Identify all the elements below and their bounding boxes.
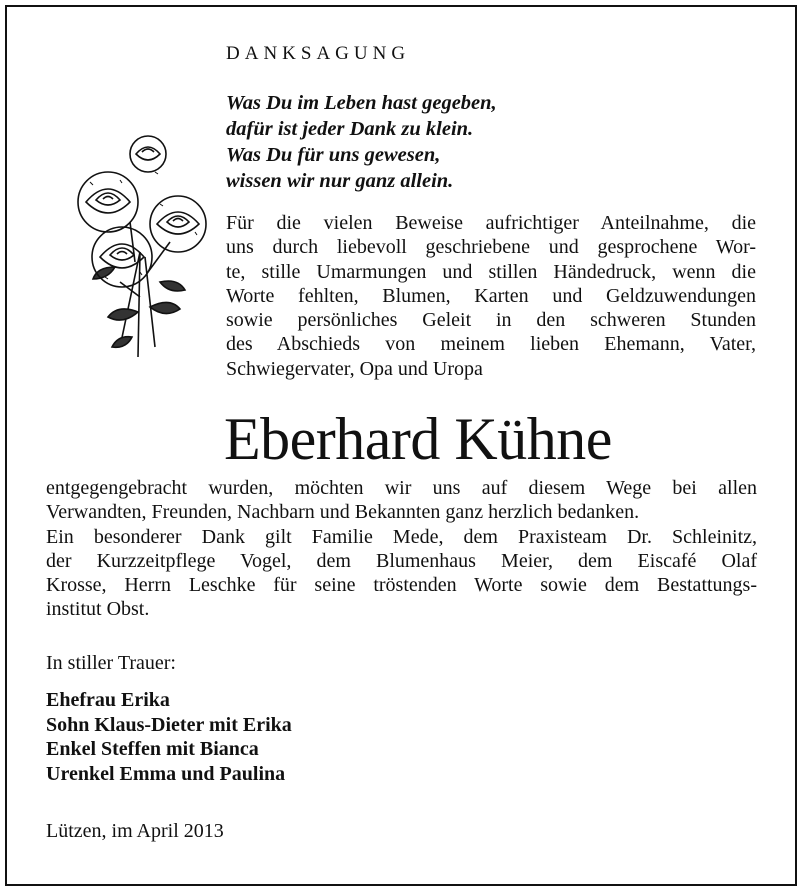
- family-member: Urenkel Emma und Paulina: [46, 762, 286, 785]
- family-member: Ehefrau Erika: [46, 689, 170, 711]
- poem: [226, 90, 497, 194]
- intro-line: Für die vielen Beweise aufrichtiger Anteilnahme, die: [226, 212, 756, 234]
- intro-paragraph: [226, 211, 756, 381]
- place-date: Lützen, im April 2013: [46, 820, 224, 842]
- intro-line: des Abschieds von meinem lieben Ehemann, Vater,: [226, 333, 756, 356]
- body-line: Krosse, Herrn Leschke für seine tröstenden Worte sowie dem Bestattungs-: [46, 574, 757, 597]
- poem-line: Was Du für uns gewesen,: [226, 144, 441, 166]
- body-line: Verwandten, Freunden, Nachbarn und Bekannten ganz herzlich bedanken.: [46, 501, 640, 524]
- family-list: [46, 688, 292, 786]
- body-line: institut Obst.: [46, 598, 150, 621]
- body-line: entgegengebracht wurden, möchten wir uns auf diesem Wege bei allen: [46, 477, 757, 499]
- body-line: Ein besonderer Dank gilt Familie Mede, dem Praxisteam Dr. Schleinitz,: [46, 525, 757, 548]
- poem-line: wissen wir nur ganz allein.: [226, 170, 454, 192]
- body-line: der Kurzzeitpflege Vogel, dem Blumenhaus Meier, dem Eiscafé Olaf: [46, 549, 757, 572]
- deceased-name: Eberhard Kühne: [224, 406, 612, 472]
- intro-line: sowie persönliches Geleit in den schweren Stunden: [226, 309, 756, 332]
- intro-line: te, stille Umarmungen und stillen Händedruck, wenn die: [226, 260, 756, 283]
- notice-heading: DANKSAGUNG: [226, 43, 411, 64]
- body-paragraph: [46, 476, 757, 622]
- poem-line: Was Du im Leben hast gegeben,: [226, 92, 497, 114]
- intro-line: uns durch liebevoll geschriebene und gesprochene Wor-: [226, 236, 756, 259]
- poem-line: dafür ist jeder Dank zu klein.: [226, 118, 474, 140]
- family-member: Sohn Klaus-Dieter mit Erika: [46, 713, 292, 736]
- family-member: Enkel Steffen mit Bianca: [46, 738, 259, 760]
- intro-line: Schwiegervater, Opa und Uropa: [226, 357, 483, 380]
- intro-line: Worte fehlten, Blumen, Karten und Geldzuwendungen: [226, 284, 756, 307]
- roses-bouquet-icon: [60, 132, 220, 362]
- mourning-label: In stiller Trauer:: [46, 652, 176, 674]
